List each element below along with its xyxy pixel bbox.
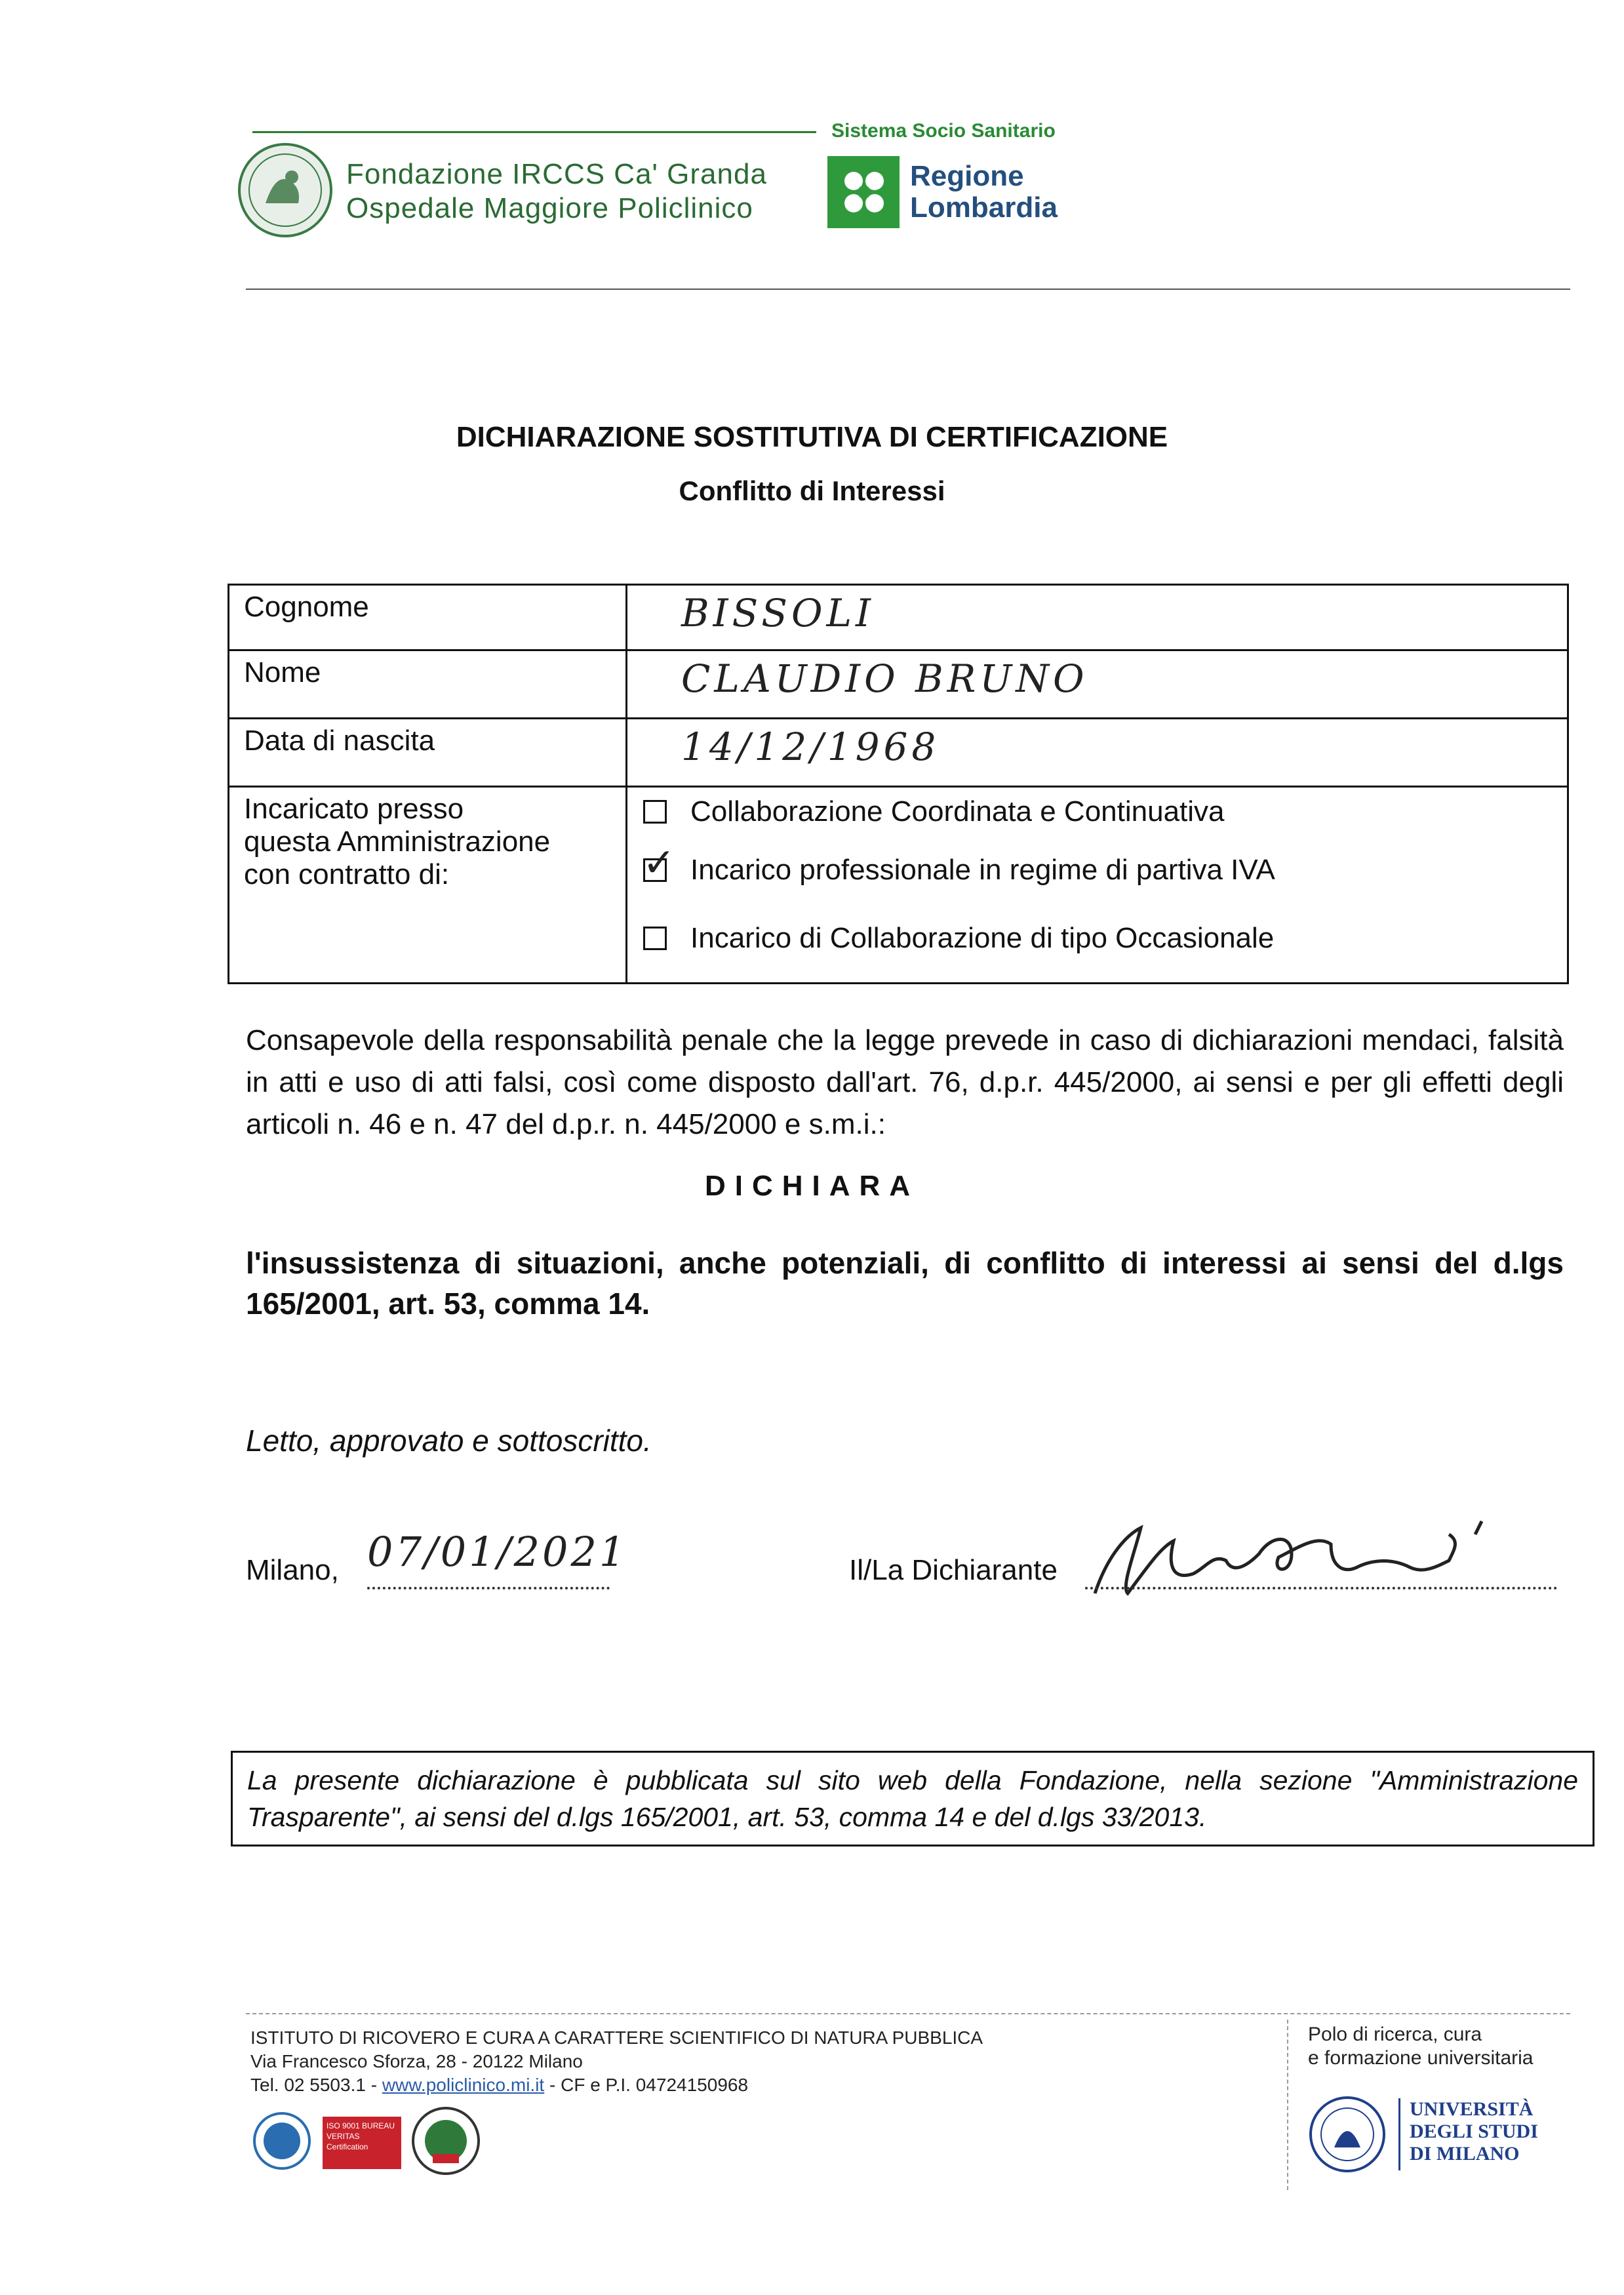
polo-ricerca xyxy=(1308,2023,1534,2070)
handwritten-date: 07/01/2021 xyxy=(367,1528,628,1576)
unimi-line-3: DI MILANO xyxy=(1410,2143,1520,2165)
declaration-form xyxy=(228,584,1569,984)
checkbox-empty-icon[interactable] xyxy=(643,800,667,824)
publication-note: La presente dichiarazione è pubblicata sul sito web della Fondazione, nella sezione "Amministrazione Trasparente", ai sensi del d.lgs 165/2001, art. 53, comma 14 e del d.lgs 33/2013. xyxy=(231,1751,1594,1846)
unimi-name xyxy=(1410,2098,1538,2165)
accredia-badge-icon xyxy=(252,2111,311,2170)
sistema-socio-sanitario: Sistema Socio Sanitario xyxy=(831,120,1056,142)
unimi-line-1: UNIVERSITÀ xyxy=(1410,2098,1534,2120)
unimi-line-2: DEGLI STUDI xyxy=(1410,2121,1538,2142)
incarico-label-line-2: questa Amministrazione xyxy=(244,826,551,858)
bureau-veritas-iso-badge: ISO 9001 BUREAU VERITAS Certification xyxy=(323,2117,401,2169)
footer-line-1: ISTITUTO DI RICOVERO E CURA A CARATTERE SCIENTIFICO DI NATURA PUBBLICA xyxy=(250,2027,983,2048)
footer-tel: Tel. 02 5503.1 - xyxy=(250,2075,382,2095)
regione-lombardia-logo-icon xyxy=(827,156,900,228)
nascita-field[interactable] xyxy=(627,719,1568,787)
letto-approvato: Letto, approvato e sottoscritto. xyxy=(246,1424,652,1458)
document-subtitle: Conflitto di Interessi xyxy=(679,475,945,506)
polo-line-1: Polo di ricerca, cura xyxy=(1308,2024,1482,2045)
footer-vertical-divider xyxy=(1287,2020,1288,2190)
fondazione-line-2: Ospedale Maggiore Policlinico xyxy=(346,192,753,224)
cognome-label: Cognome xyxy=(229,585,627,650)
footer-divider xyxy=(246,2013,1570,2014)
contract-options xyxy=(627,787,1568,984)
checkbox-empty-icon[interactable] xyxy=(643,927,667,950)
option-label: Incarico di Collaborazione di tipo Occasionale xyxy=(690,922,1275,954)
regione-line-1: Regione xyxy=(910,160,1024,192)
cognome-value: BISSOLI xyxy=(681,591,875,635)
incarico-label-line-1: Incaricato presso xyxy=(244,793,464,825)
incarico-label-line-3: con contratto di: xyxy=(244,858,450,890)
nascita-label: Data di nascita xyxy=(229,719,627,787)
option-cococo[interactable] xyxy=(642,788,1553,836)
footer-address xyxy=(250,2026,983,2097)
fondazione-seal-icon xyxy=(236,141,334,239)
signature-icon[interactable] xyxy=(1082,1495,1554,1613)
nome-field[interactable] xyxy=(627,650,1568,719)
option-partita-iva[interactable] xyxy=(642,836,1553,904)
fondazione-line-1: Fondazione IRCCS Ca' Granda xyxy=(346,158,767,190)
regione-lombardia-name xyxy=(910,161,1058,224)
milano-label: Milano, xyxy=(246,1554,339,1586)
option-occasionale[interactable] xyxy=(642,904,1553,972)
header-rule xyxy=(252,131,816,133)
document-title: DICHIARAZIONE SOSTITUTIVA DI CERTIFICAZIONE xyxy=(456,421,1168,453)
footer-line-2: Via Francesco Sforza, 28 - 20122 Milano xyxy=(250,2051,583,2071)
signature-dotted-line xyxy=(1085,1587,1557,1589)
fondazione-name xyxy=(346,157,767,226)
declaration-text: l'insussistenza di situazioni, anche potenziali, di conflitto di interessi ai sensi del d.lgs 165/2001, art. 53, comma 14. xyxy=(246,1246,1564,1321)
nome-label: Nome xyxy=(229,650,627,719)
polo-line-2: e formazione universitaria xyxy=(1308,2047,1534,2069)
footer-cf: - CF e P.I. 04724150968 xyxy=(544,2075,749,2095)
footer-line-3 xyxy=(250,2073,983,2097)
date-dotted-line xyxy=(367,1587,610,1589)
incarico-label xyxy=(229,787,627,984)
bureau-veritas-seal-icon xyxy=(410,2105,482,2177)
regione-line-2: Lombardia xyxy=(910,191,1058,224)
option-label: Collaborazione Coordinata e Continuativa xyxy=(690,795,1225,828)
header-divider xyxy=(246,289,1570,290)
option-label: Incarico professionale in regime di partiva IVA xyxy=(690,854,1275,886)
nascita-value: 14/12/1968 xyxy=(681,725,940,769)
cognome-field[interactable] xyxy=(627,585,1568,650)
dichiarante-label: Il/La Dichiarante xyxy=(849,1554,1058,1586)
unimi-seal-icon xyxy=(1308,2095,1387,2174)
website-link[interactable]: www.policlinico.mi.it xyxy=(382,2075,545,2095)
checkbox-checked-icon[interactable] xyxy=(643,858,667,882)
nome-value: CLAUDIO BRUNO xyxy=(681,656,1088,701)
unimi-divider xyxy=(1398,2098,1400,2170)
dichiara-heading: DICHIARA xyxy=(704,1170,920,1202)
consapevole-paragraph: Consapevole della responsabilità penale che la legge prevede in caso di dichiarazioni mendaci, falsità in atti e uso di atti falsi, così come disposto dall'art. 76, d.p.r. 445/2000, ai sensi e per gli effetti degli articoli n. 46 e n. 47 del d.p.r. n. 445/2000 e s.m.i.: xyxy=(246,1024,1564,1140)
